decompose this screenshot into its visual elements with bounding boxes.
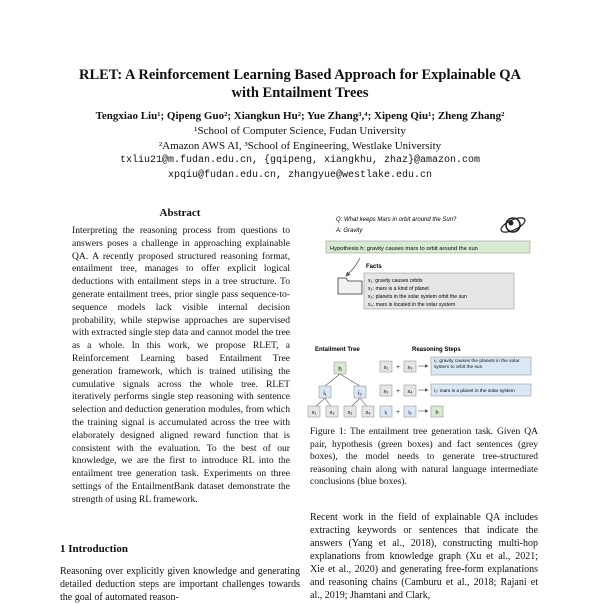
step-1-result: i₁: gravity causes the planets in the solar system to orbit the sun <box>434 359 520 370</box>
step-3-left: i₁ <box>384 410 388 416</box>
affiliation-2: ²Amazon AWS AI, ³School of Engineering, Westlake University <box>158 140 442 152</box>
figure-1-diagram <box>300 208 550 418</box>
tree-node-i2-label: i₂ <box>358 391 362 397</box>
step-3-right: i₂ <box>408 410 412 416</box>
step-3-result: h <box>435 410 439 416</box>
planet-icon <box>499 215 527 235</box>
fact-4: x₄: mars is located in the solar system <box>368 302 456 308</box>
paper-title <box>40 66 560 102</box>
fact-2: x₂: mars is a kind of planet <box>368 286 429 292</box>
figure-answer: A: Gravity <box>336 228 363 234</box>
hypothesis-text: Hypothesis h: gravity causes mars to orbit around the sun <box>330 246 478 252</box>
entailment-tree-label: Entailment Tree <box>315 347 360 353</box>
step-2-right: x₄ <box>407 389 413 395</box>
title-line-2: with Entailment Trees <box>231 85 369 101</box>
title-line-1: RLET: A Reinforcement Learning Based Approach for Explainable QA <box>78 67 522 83</box>
step-1-right: x₃ <box>407 365 413 371</box>
tree-node-i1-label: i₁ <box>323 391 327 397</box>
facts-label: Facts <box>366 264 382 270</box>
figure-1-caption: Figure 1: The entailment tree generation task. Given QA pair, hypothesis (green boxes) and fact sentences (grey boxes), the model needs to generate tree-structured reasoning chain along with natural language intermediate conclusions (blue boxes). <box>310 427 538 488</box>
step-3-op: + <box>396 410 400 416</box>
affiliation-1: ¹School of Computer Science, Fudan University <box>194 125 406 137</box>
step-2-result: i₂: mars is a planet in the solar system <box>434 389 515 394</box>
section-heading-introduction: 1 Introduction <box>60 543 128 555</box>
email-line-2: xpqiu@fudan.edu.cn, zhangyue@westlake.edu.cn <box>167 170 433 181</box>
folder-icon <box>338 278 362 294</box>
figure-question: Q: What keeps Mars in orbit around the Sun? <box>336 217 457 223</box>
right-column-text: Recent work in the field of explainable QA includes extracting keywords or sentences that indicate the answers (Yang et al., 2018), constructing multi-hop explanations from knowledge graph (Xu et al., 2021; Xie et al., 2020) and generating free-form explanations and reasoning chains (Camburu et al., 2018; Rajani et al., 2019; Jhamtani and Clark, <box>310 512 538 601</box>
introduction-text: Reasoning over explicitly given knowledge and generating detailed deduction steps are important challenges towards the goal of automated reason- <box>60 566 300 603</box>
hypothesis-to-facts-arrow <box>346 258 360 276</box>
step-1-result-wrap <box>432 357 530 375</box>
tree-node-x4-label: x₄ <box>365 410 371 416</box>
tree-node-x3-label: x₃ <box>329 410 335 416</box>
fact-3: x₃: planets in the solar system orbit the sun <box>368 294 467 300</box>
step-2-left: x₂ <box>383 389 389 395</box>
tree-node-x1-label: x₁ <box>311 410 317 416</box>
email-line-1: txliu21@m.fudan.edu.cn, {gqipeng, xiangkhu, zhaz}@amazon.com <box>119 155 481 166</box>
fact-1: x₁: gravity causes orbits <box>368 278 423 284</box>
step-1-op: + <box>396 365 400 371</box>
tree-node-h-label: h <box>338 367 342 373</box>
step-2-op: + <box>396 389 400 395</box>
step-1-left: x₁ <box>383 365 389 371</box>
reasoning-steps-label: Reasoning Steps <box>412 347 461 353</box>
abstract-heading: Abstract <box>159 207 201 219</box>
tree-node-x2-label: x₂ <box>347 410 353 416</box>
author-list: Tengxiao Liu¹; Qipeng Guo²; Xiangkun Hu²; Yue Zhang³,⁴; Xipeng Qiu¹; Zheng Zhang² <box>95 110 505 122</box>
abstract-text: Interpreting the reasoning process from questions to answers poses a challenge in approaching explainable QA. A recently proposed structured reasoning format, entailment tree, manages to offer explicit logical deductions with entailment steps in a tree structure. To generate entailment trees, prior single pass sequence-to-sequence models lack visible internal decision probability, while stepwise approaches are supervised with extracted single step data and cannot model the tree as a whole. In this work, we propose RLET, a Reinforcement Learning based Entailment Tree generation framework, which is trained utilising the cumulative signals across the whole tree. RLET iteratively performs single step reasoning with sentence selection and deduction generation modules, from which the training signal is accumulated across the tree with elaborately designed aligned reward function that is consistent with the evaluation. To the best of our knowledge, we are the first to introduce RL into the entailment tree generation task. Experiments on three settings of the EntailmentBank dataset demonstrate the strength of using RL framework. <box>72 225 290 505</box>
